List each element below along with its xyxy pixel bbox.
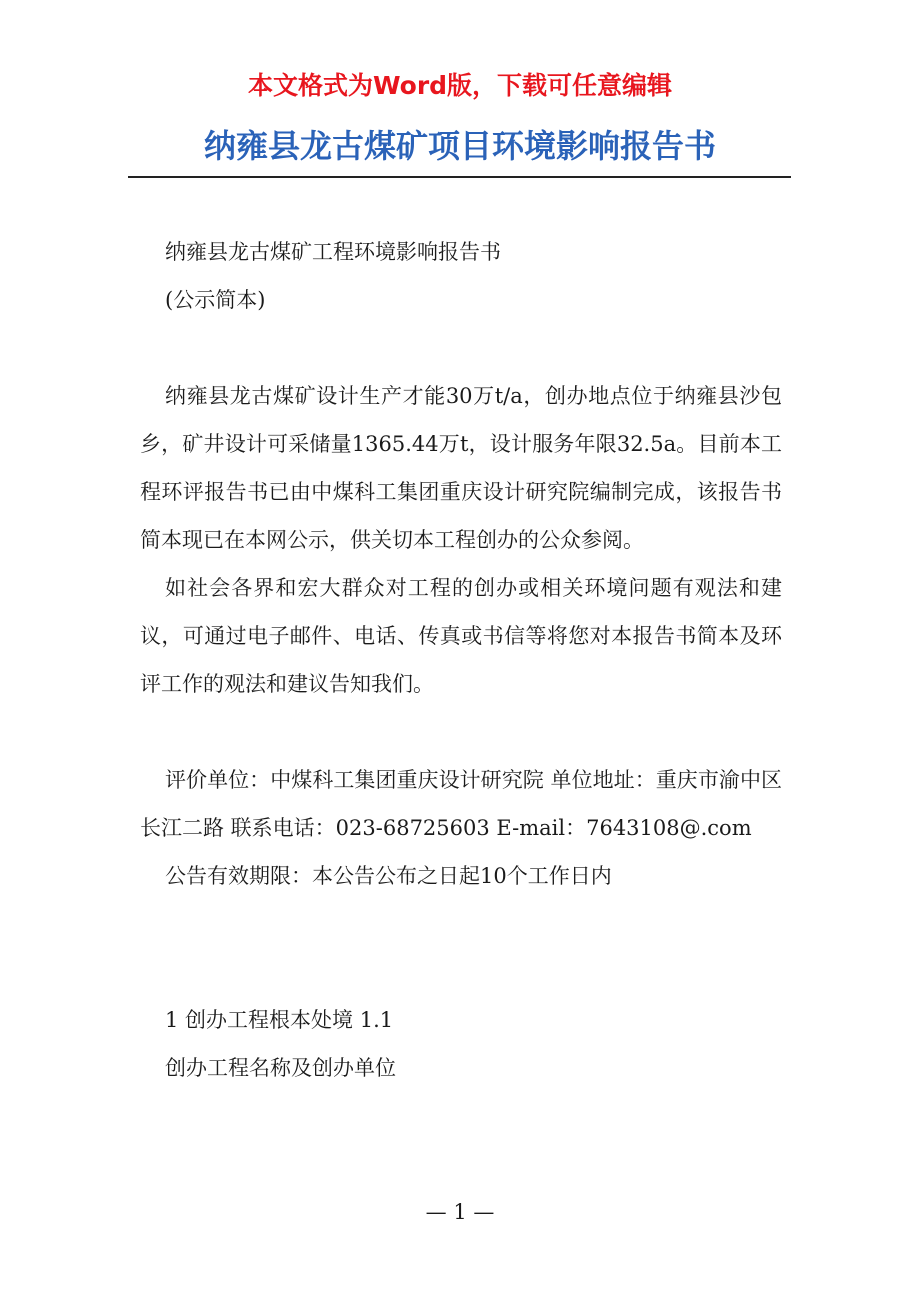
paragraph-validity: 公告有效期限：本公告公布之日起10个工作日内 [165, 864, 612, 888]
section-heading: 1 创办工程根本处境 1.1 [165, 1008, 394, 1032]
paragraph-project-summary: 纳雍县龙古煤矿设计生产才能30万t/a，创办地点位于纳雍县沙包乡，矿井设计可采储量1365.44万t，设计服务年限32.5a。目前本工程环评报告书已由中煤科工集团重庆设计研究院编制完成，该报告书简本现已在本网公示，供关切本工程创办的公众参阅。 [140, 384, 782, 552]
title-divider [128, 176, 791, 178]
blank-line [140, 708, 782, 756]
body-heading: 纳雍县龙古煤矿工程环境影响报告书 [165, 240, 501, 264]
paragraph-public-feedback: 如社会各界和宏大群众对工程的创办或相关环境问题有观法和建议，可通过电子邮件、电话、传真或书信等将您对本报告书简本及环评工作的观法和建议告知我们。 [140, 576, 782, 696]
download-banner: 本文格式为Word版，下载可任意编辑 [247, 71, 673, 100]
blank-line [140, 900, 782, 996]
blank-line [140, 324, 782, 372]
page-number: — 1 — [425, 1200, 495, 1224]
document-title: 纳雍县龙古煤矿项目环境影响报告书 [203, 127, 716, 165]
section-subheading: 创办工程名称及创办单位 [165, 1056, 396, 1080]
paragraph-contact-info: 评价单位：中煤科工集团重庆设计研究院 单位地址：重庆市渝中区长江二路 联系电话：023-68725603 E-mail：7643108@.com [140, 768, 782, 840]
body-subheading: (公示简本) [165, 288, 266, 312]
document-body [140, 228, 782, 1092]
